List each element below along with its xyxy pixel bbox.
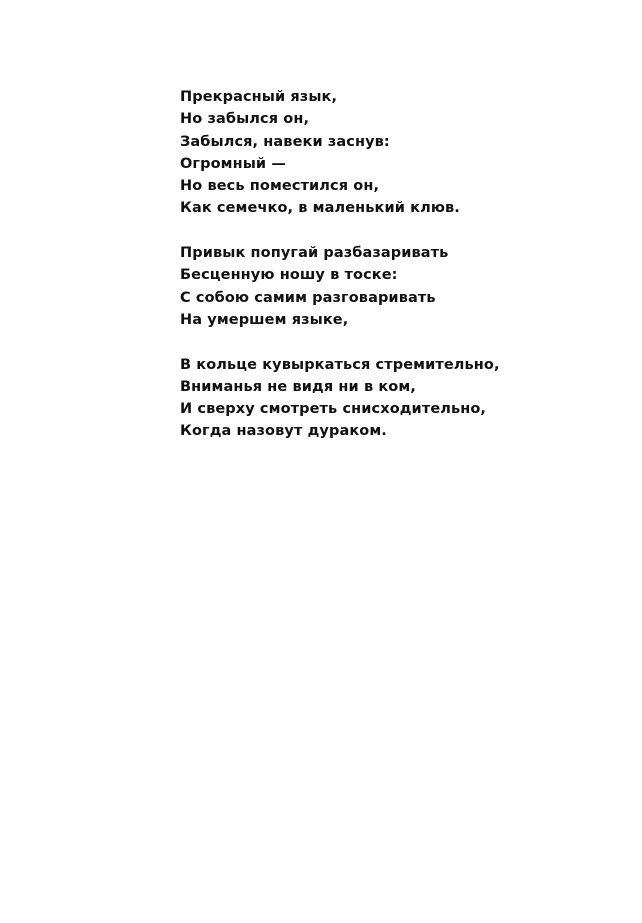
stanza-1 (180, 86, 620, 220)
poem-line: В кольце кувыркаться стремительно, (180, 356, 500, 373)
poem-line: Прекрасный язык, (180, 89, 338, 105)
poem-line: Как семечко, в маленький клюв. (180, 200, 460, 217)
poem-line: Но весь поместился он, (180, 178, 380, 195)
poem-line: И сверху смотреть снисходительно, (180, 401, 487, 418)
poem-text (180, 86, 620, 465)
poem-line: Огромный — (180, 155, 286, 172)
poem-line: Привык попугай разбазаривать (180, 245, 449, 262)
poem-line: С собою самим разговаривать (180, 289, 436, 306)
stanza-3 (180, 354, 620, 443)
poem-line: Забылся, навеки заснув: (180, 133, 390, 150)
poem-line: Вниманья не видя ни в ком, (180, 378, 416, 395)
poem-line: На умершем языке, (180, 311, 349, 328)
poem-line: Но забылся он, (180, 111, 310, 128)
poem-line: Когда назовут дураком. (180, 423, 387, 440)
poem-line: Бесценную ношу в тоске: (180, 267, 398, 284)
stanza-2 (180, 242, 620, 331)
